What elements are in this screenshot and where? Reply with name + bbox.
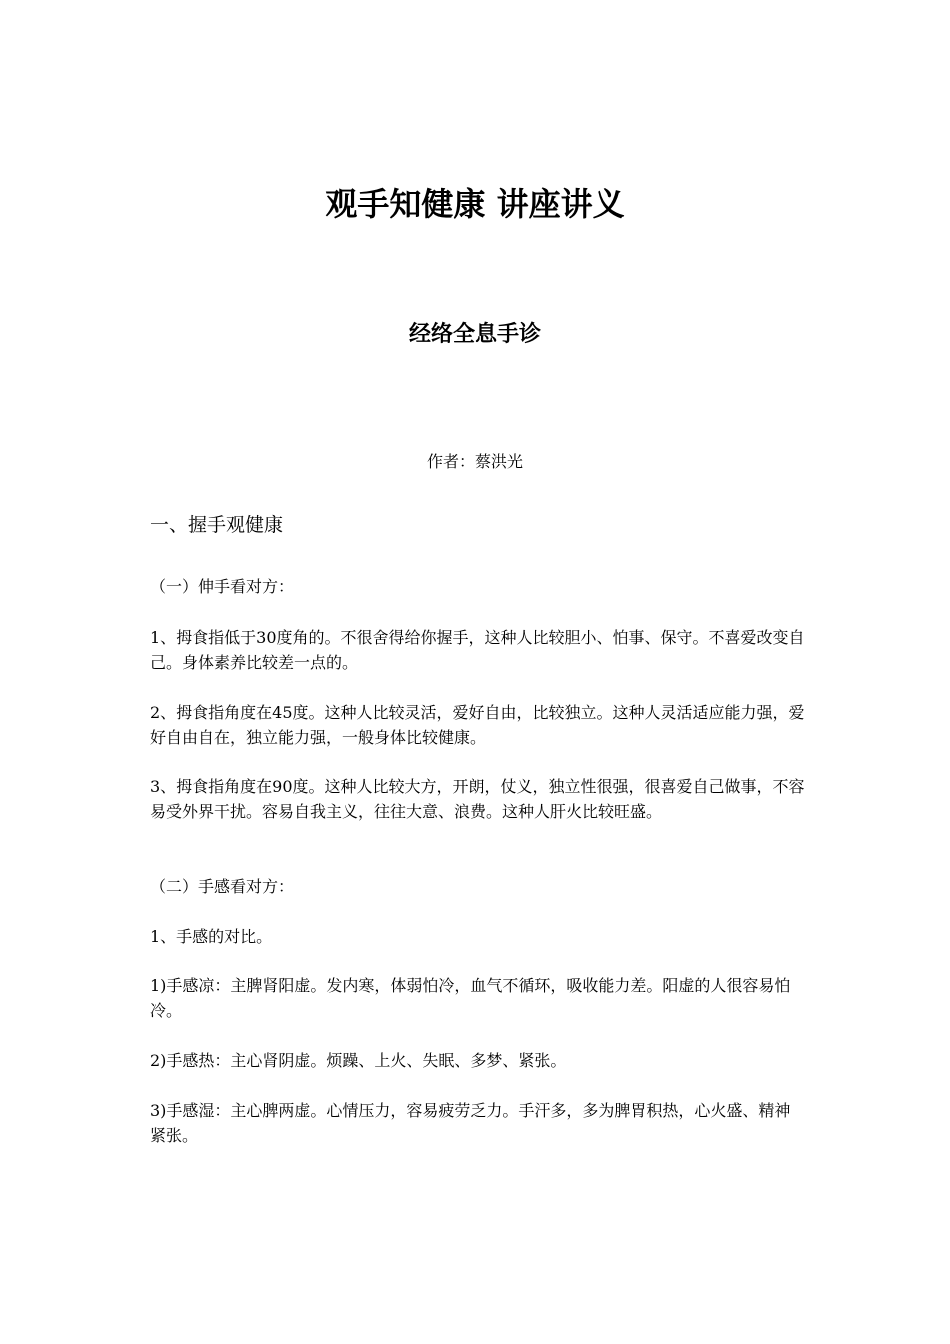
paragraph: 2)手感热：主心肾阴虚。烦躁、上火、失眠、多梦、紧张。: [150, 1051, 567, 1070]
paragraph: 3)手感湿：主心脾两虚。心情压力，容易疲劳乏力。手汗多，多为脾胃积热，心火盛、精神紧张。: [150, 1101, 791, 1145]
paragraph: 3、拇食指角度在90度。这种人比较大方，开朗，仗义，独立性很强，很喜爱自己做事，不容易受外界干扰。容易自我主义，往往大意、浪费。这种人肝火比较旺盛。: [150, 777, 805, 821]
paragraph: 1、拇食指低于30度角的。不很舍得给你握手，这种人比较胆小、怕事、保守。不喜爱改变自己。身体素养比较差一点的。: [150, 628, 805, 672]
section-heading: 一、握手观健康: [150, 514, 284, 536]
subsection-heading: （一）伸手看对方：: [150, 577, 295, 596]
subsection-heading: （二）手感看对方：: [150, 877, 295, 896]
paragraph: 1、手感的对比。: [150, 927, 273, 946]
document-subtitle: 经络全息手诊: [408, 322, 541, 347]
paragraph: 2、拇食指角度在45度。这种人比较灵活，爱好自由，比较独立。这种人灵活适应能力强，爱好自由自在，独立能力强，一般身体比较健康。: [150, 703, 805, 747]
author-line: 作者：蔡洪光: [426, 452, 523, 471]
paragraph: 1)手感凉：主脾肾阳虚。发内寒，体弱怕冷，血气不循环，吸收能力差。阳虚的人很容易怕冷。: [150, 976, 791, 1020]
document-title: 观手知健康 讲座讲义: [325, 185, 625, 223]
